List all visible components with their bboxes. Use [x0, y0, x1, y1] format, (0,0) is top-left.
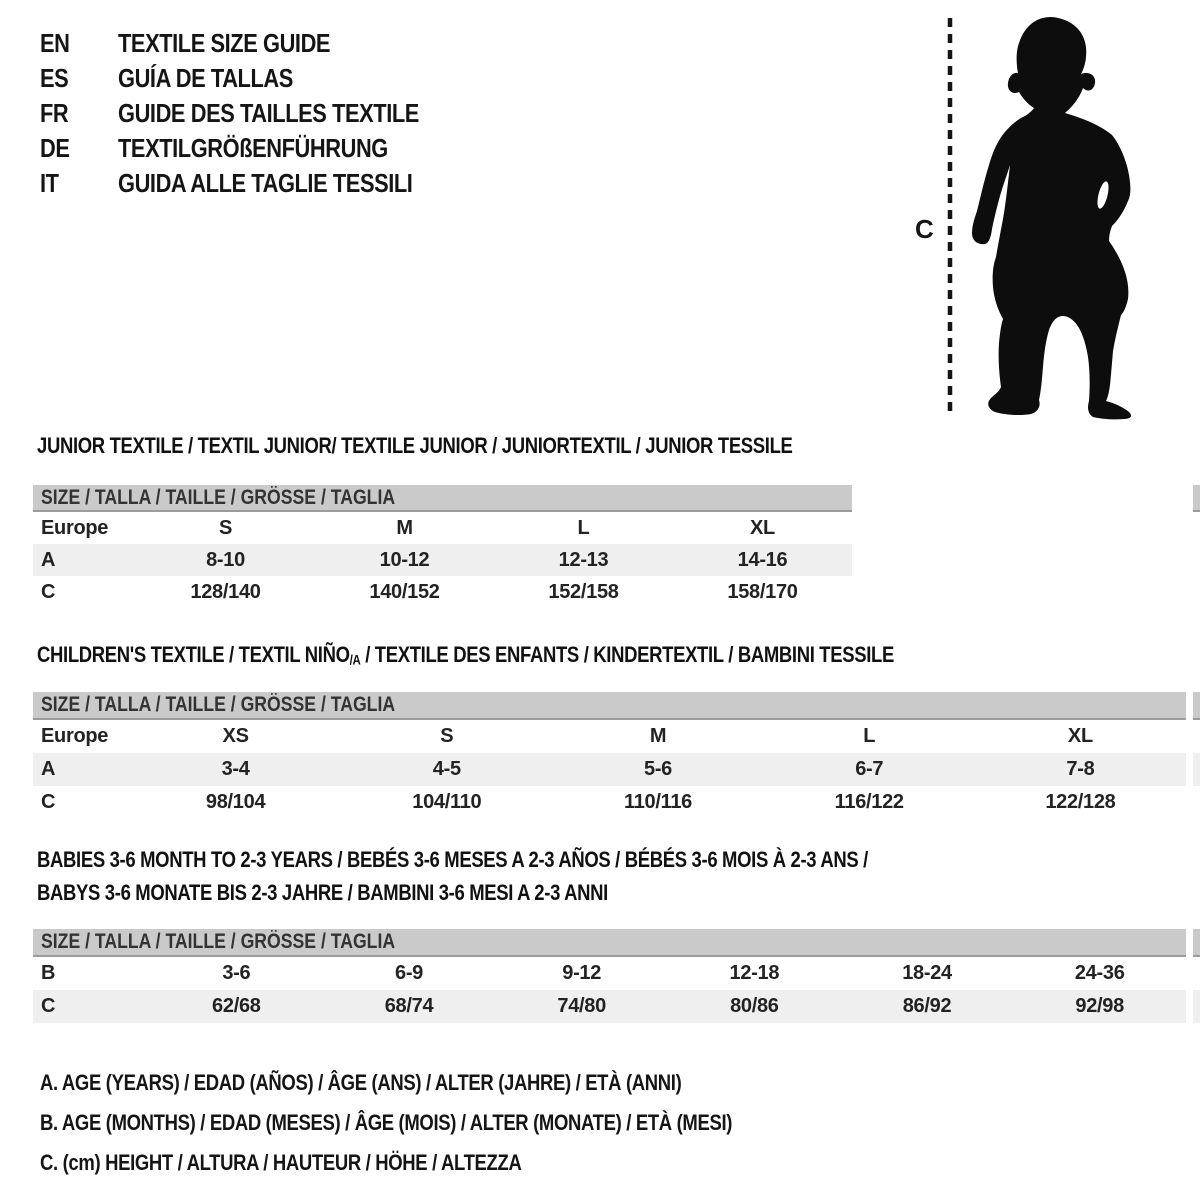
height-cell: 104/110 [412, 791, 482, 813]
table-row-age [33, 753, 1186, 786]
table-row-age-months [33, 957, 1186, 990]
row-label: A [41, 758, 56, 780]
toddler-silhouette-icon [972, 17, 1131, 419]
row-label: B [41, 962, 56, 984]
size-header-bar: SIZE / TALLA / TAILLE / GRÖSSE / TAGLIA [33, 929, 1186, 957]
language-code: FR [40, 98, 69, 128]
size-cell: L [577, 516, 590, 539]
height-cell: 80/86 [730, 995, 779, 1017]
size-header-bar: SIZE / TALLA / TAILLE / GRÖSSE / TAGLIA [33, 485, 852, 512]
age-cell: 12-18 [729, 962, 780, 984]
height-cell: 86/92 [902, 995, 952, 1017]
junior-section-title: JUNIOR TEXTILE / TEXTIL JUNIOR/ TEXTILE JUNIOR / JUNIORTEXTIL / JUNIOR TESSILE [37, 433, 793, 458]
row-label: C [41, 791, 56, 813]
language-row-fr [40, 96, 476, 131]
children-section-title: CHILDREN'S TEXTILE / TEXTIL NIÑO/A / TEXTILE DES ENFANTS / KINDERTEXTIL / BAMBINI TESSILE [37, 642, 894, 668]
height-cell: 62/68 [212, 995, 261, 1017]
language-title: GUIDA ALLE TAGLIE TESSILI [118, 168, 413, 198]
size-cell: M [396, 516, 413, 539]
language-row-es [40, 61, 476, 96]
legend-line-b: B. AGE (MONTHS) / EDAD (MESES) / ÂGE (MOIS) / ALTER (MONATE) / ETÀ (MESI) [40, 1110, 733, 1135]
table-row-height [33, 576, 852, 608]
language-title: TEXTILE SIZE GUIDE [118, 28, 331, 58]
language-title: GUIDE DES TAILLES TEXTILE [118, 98, 419, 128]
height-cell: 110/116 [624, 791, 692, 813]
size-header-bar: SIZE / TALLA / TAILLE / GRÖSSE / TAGLIA [33, 692, 1186, 720]
size-cell: XS [222, 725, 249, 747]
legend-line-a: A. AGE (YEARS) / EDAD (AÑOS) / ÂGE (ANS) / ALTER (JAHRE) / ETÀ (ANNI) [40, 1070, 682, 1095]
legend-line-c: C. (cm) HEIGHT / ALTURA / HAUTEUR / HÖHE / ALTEZZA [40, 1150, 522, 1175]
age-cell: 24-36 [1074, 962, 1125, 984]
language-code: ES [40, 63, 69, 93]
table-row-height [33, 786, 1186, 819]
cropped-header-sliver [1193, 929, 1200, 957]
size-cell: M [649, 725, 667, 747]
height-cell: 158/170 [727, 580, 798, 603]
children-size-table [33, 692, 1186, 819]
toddler-figure [900, 10, 1160, 425]
age-cell: 6-9 [395, 962, 424, 984]
age-cell: 9-12 [562, 962, 602, 984]
height-cell: 98/104 [205, 791, 266, 813]
size-cell: XL [1067, 725, 1093, 747]
size-cell: S [440, 725, 454, 747]
age-cell: 18-24 [902, 962, 952, 984]
language-code: IT [40, 168, 59, 198]
age-cell: 5-6 [644, 758, 673, 780]
language-list [40, 26, 476, 201]
age-cell: 6-7 [855, 758, 884, 780]
legend [40, 1063, 864, 1183]
language-row-de [40, 131, 476, 166]
height-cell: 68/74 [384, 995, 434, 1017]
height-cell: 92/98 [1075, 995, 1124, 1017]
row-label: Europe [41, 516, 109, 539]
height-cell: 74/80 [557, 995, 606, 1017]
row-label: C [41, 580, 56, 603]
height-label-c: C [915, 214, 934, 244]
language-title: GUÍA DE TALLAS [118, 63, 293, 93]
language-title: TEXTILGRÖßENFÜHRUNG [118, 133, 388, 163]
cropped-row-sliver [1193, 753, 1200, 786]
size-cell: S [218, 516, 233, 539]
age-cell: 10-12 [379, 548, 430, 571]
babies-size-table [33, 929, 1186, 1023]
language-row-it [40, 166, 476, 201]
cropped-header-sliver [1193, 692, 1200, 720]
table-row-europe [33, 720, 1186, 753]
age-cell: 3-4 [221, 758, 250, 780]
size-cell: XL [750, 516, 775, 539]
age-cell: 7-8 [1066, 758, 1095, 780]
size-cell: L [863, 725, 876, 747]
babies-section-title: BABIES 3-6 MONTH TO 2-3 YEARS / BEBÉS 3-6 MESES A 2-3 AÑOS / BÉBÉS 3-6 MOIS À 2-3 ANS / BABYS 3-6 MONATE BIS 2-3 JAHRE / BAMBINI 3-6 MESI A 2-3 ANNI [37, 847, 868, 905]
height-cell: 116/122 [834, 791, 904, 813]
language-code: DE [40, 133, 70, 163]
age-cell: 12-13 [558, 548, 609, 571]
table-row-height [33, 990, 1186, 1023]
cropped-header-sliver [1193, 485, 1200, 512]
language-code: EN [40, 28, 70, 58]
table-row-age [33, 544, 852, 576]
age-cell: 3-6 [222, 962, 251, 984]
language-row-en [40, 26, 476, 61]
age-cell: 8-10 [206, 548, 245, 571]
row-label: A [41, 548, 56, 571]
junior-size-table [33, 485, 852, 608]
height-cell: 152/158 [548, 580, 619, 603]
row-label: Europe [41, 725, 109, 747]
age-cell: 14-16 [737, 548, 788, 571]
age-cell: 4-5 [432, 758, 461, 780]
cropped-row-sliver [1193, 990, 1200, 1023]
height-cell: 140/152 [369, 580, 440, 603]
height-cell: 122/128 [1045, 791, 1116, 813]
table-row-europe [33, 512, 852, 544]
height-cell: 128/140 [190, 580, 261, 603]
row-label: C [41, 995, 56, 1017]
